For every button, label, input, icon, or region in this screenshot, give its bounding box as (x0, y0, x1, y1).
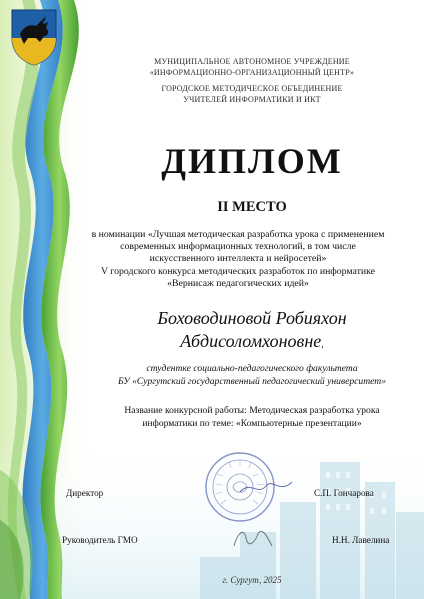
nomination-line-5: «Вернисаж педагогических идей» (167, 277, 309, 289)
work-line-1: Название конкурсной работы: Методическая разработка урока (124, 405, 380, 416)
head-label: Руководитель ГМО (62, 535, 138, 545)
org-line-3: ГОРОДСКОЕ МЕТОДИЧЕСКОЕ ОБЪЕДИНЕНИЕ (161, 84, 343, 93)
recipient-line-1: Боховодиновой Робияхон (157, 308, 347, 328)
work-line-2: информатики по теме: «Компьютерные презентации» (142, 417, 362, 429)
org-line-2: «ИНФОРМАЦИОННО-ОРГАНИЗАЦИОННЫЙ ЦЕНТР» (149, 67, 355, 77)
org-line-4: УЧИТЕЛЕЙ ИНФОРМАТИКИ И ИКТ (183, 94, 321, 104)
director-name: С.П. Гончарова (314, 488, 374, 498)
director-signature (236, 474, 296, 500)
city-coat-of-arms-icon (10, 8, 58, 66)
document-title: ДИПЛОМ (161, 141, 343, 181)
org-line-1: МУНИЦИПАЛЬНОЕ АВТОНОМНОЕ УЧРЕЖДЕНИЕ (154, 57, 350, 66)
organization-header (92, 57, 412, 105)
status-line-2: БУ «Сургутский государственный педагогический университет» (117, 375, 386, 387)
recipient-comma: , (321, 339, 324, 350)
recipient-line-2 (92, 330, 412, 356)
nomination-line-4: V городского конкурса методических разработок по информатике (100, 265, 376, 277)
nomination-text (60, 229, 416, 290)
footer-place-year: г. Сургут, 2025 (222, 575, 282, 585)
head-name: Н.Н. Лавелина (332, 535, 390, 545)
nomination-line-3: искусственного интеллекта и нейросетей» (149, 253, 327, 265)
competition-work (80, 405, 424, 430)
recipient-name (92, 307, 412, 356)
director-label: Директор (66, 488, 104, 498)
award-place: II МЕСТО (217, 199, 287, 215)
recipient-status (80, 363, 424, 388)
nomination-line-2: современных информационных технологий, в том числе (120, 241, 356, 253)
recipient-line-2-text: Абдисоломхоновне (180, 331, 322, 351)
head-signature (228, 524, 276, 552)
nomination-line-1: в номинации «Лучшая методическая разработка урока с применением (91, 229, 385, 240)
status-line-1: студентке социально-педагогического факультета (146, 363, 358, 374)
